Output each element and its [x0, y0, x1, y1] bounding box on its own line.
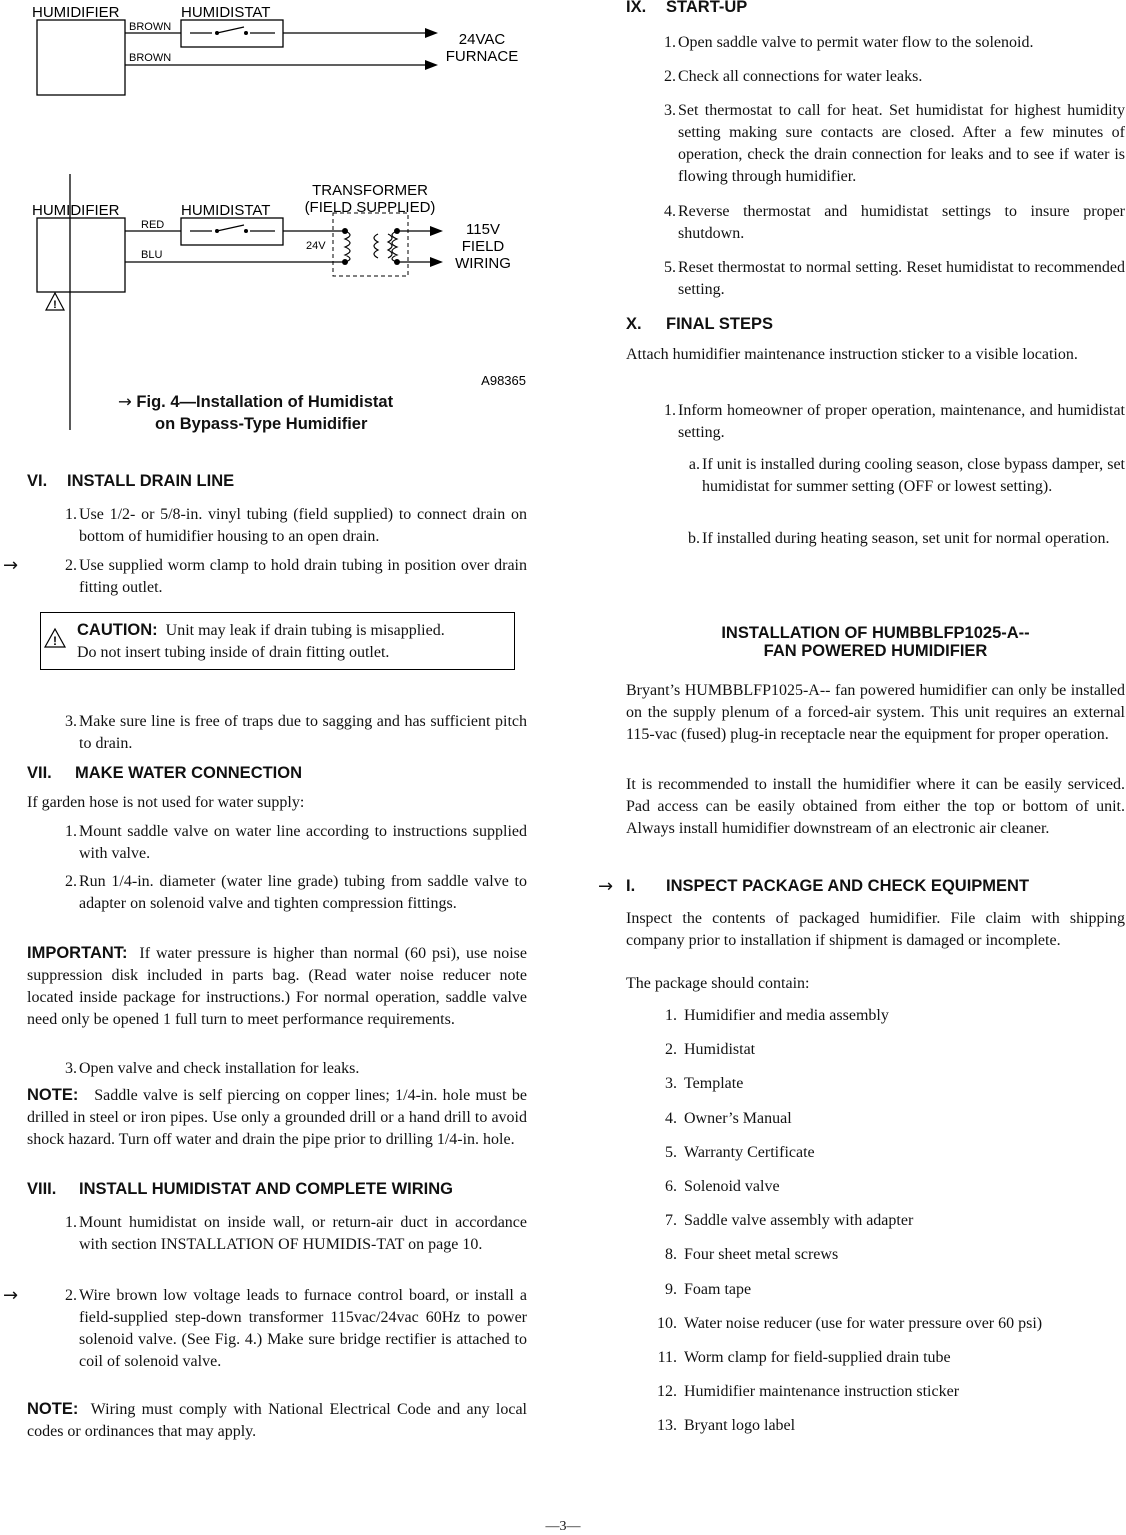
- page-number: —3—: [545, 1519, 581, 1534]
- d2-transformer-l2: (FIELD SUPPLIED): [304, 199, 436, 216]
- paragraph: Bryant’s HUMBBLFP1025-A-- fan powered humidifier can only be installed on the supply plenum of a forced-air system. This unit requires an external 115-vac (fused) plug-in receptacle near the equipment for proper operation.: [626, 682, 1125, 743]
- caution-box: [40, 612, 515, 670]
- list-item: [643, 1041, 755, 1059]
- list-item: 5. Reset thermostat to normal setting. Reset humidistat to recommended setting.: [664, 259, 1125, 298]
- paragraph: Inspect the contents of packaged humidifier. File claim with shipping company prior to installation if shipment is damaged or incomplete.: [626, 910, 1125, 949]
- list-item: 3. Set thermostat to call for heat. Set humidistat for highest humidity setting making sure contacts are closed. After a few minutes of operation, check the drain connection for leaks and to see if water is flowing through humidifier.: [664, 102, 1125, 185]
- figure-caption: [118, 391, 458, 435]
- d2-wire1-label: RED: [141, 219, 165, 231]
- list-item: [643, 1349, 951, 1367]
- d2-humidistat-label: HUMIDISTAT: [181, 202, 271, 219]
- d1-humidifier-label: HUMIDIFIER: [32, 4, 120, 21]
- list-item: 1. Inform homeowner of proper operation, maintenance, and humidistat setting.: [664, 402, 1125, 441]
- list-item: [643, 1144, 815, 1162]
- revision-arrow-icon: →: [3, 555, 19, 576]
- section-x-heading: [626, 315, 773, 334]
- caption-line-2: on Bypass-Type Humidifier: [155, 415, 368, 433]
- caution-line-2: Do not insert tubing inside of drain fitting outlet.: [77, 644, 390, 661]
- switch-icon: [190, 27, 275, 35]
- list-item: 2. Use supplied worm clamp to hold drain tubing in position over drain fitting outlet.: [65, 557, 527, 596]
- note-paragraph: NOTE: Saddle valve is self piercing on copper lines; 1/4-in. hole must be drilled in steel or iron pipes. Use only a grounded drill or a hand drill to avoid shock hazard. Turn off water and drain the pipe prior to drilling 1/4-in. hole.: [27, 1086, 527, 1148]
- d1-humidistat-label: HUMIDISTAT: [181, 4, 271, 21]
- list-item: 1. Mount saddle valve on water line according to instructions supplied with valve.: [65, 823, 527, 862]
- list-item-number: 5.: [665, 1143, 677, 1161]
- caution-line-1: Unit may leak if drain tubing is misapplied.: [165, 622, 445, 639]
- list-item-number: 2.: [665, 1041, 677, 1059]
- list-item-number: 4.: [665, 1109, 677, 1127]
- list-item-number: 7.: [665, 1212, 677, 1230]
- list-item: [643, 1417, 795, 1435]
- d1-wire2-label: BROWN: [129, 52, 172, 64]
- section-num: I.: [626, 877, 636, 895]
- note-label: NOTE:: [27, 1086, 79, 1104]
- section-num: IX.: [626, 0, 647, 16]
- note-paragraph: NOTE: Wiring must comply with National Electrical Code and any local codes or ordinances that may apply.: [27, 1400, 528, 1440]
- list-item-number: 11.: [657, 1349, 677, 1366]
- d1-wire1-label: BROWN: [129, 21, 172, 33]
- paragraph: The package should contain:: [626, 975, 810, 992]
- svg-text:!: !: [53, 299, 57, 311]
- caution-label: CAUTION:: [77, 621, 158, 639]
- d1-supply-l2: FURNACE: [445, 48, 519, 65]
- section-title: MAKE WATER CONNECTION: [75, 764, 303, 782]
- humidifier-box-2: [37, 218, 125, 292]
- paragraph: Attach humidifier maintenance instruction sticker to a visible location.: [626, 346, 1078, 363]
- list-item: 1. Open saddle valve to permit water flow to the solenoid.: [664, 34, 1034, 51]
- list-item: 2. Check all connections for water leaks.: [664, 68, 923, 85]
- d2-wire2-label: BLU: [141, 249, 163, 261]
- list-item-text: Bryant logo label: [684, 1417, 796, 1435]
- section-i-heading: [626, 877, 1029, 896]
- list-item: 2. Run 1/4-in. diameter (water line grade) tubing from saddle valve to adapter on solenoid valve and tighten compression fittings.: [65, 873, 527, 912]
- section-viii-heading: [27, 1180, 453, 1199]
- list-item-text: Warranty Certificate: [684, 1143, 815, 1161]
- switch-icon: [190, 225, 275, 233]
- list-item: 3. Make sure line is free of traps due to sagging and has sufficient pitch to drain.: [65, 713, 527, 752]
- section-num: X.: [626, 315, 642, 333]
- list-item-text: Solenoid valve: [684, 1178, 780, 1195]
- section-vi-heading: [27, 472, 234, 491]
- list-item-text: Template: [684, 1075, 744, 1093]
- section-title: FINAL STEPS: [666, 315, 773, 333]
- list-item: 2. Wire brown low voltage leads to furnace control board, or install a field-supplied step-down transformer 115vac/24vac 60Hz to power solenoid valve. (See Fig. 4.) Make sure bridge rectifier is attached to coil of solenoid valve.: [65, 1287, 527, 1370]
- section-title: INSTALL DRAIN LINE: [67, 472, 235, 490]
- caption-arrow: →: [118, 392, 132, 411]
- list-item-text: Four sheet metal screws: [684, 1246, 839, 1264]
- section-vii-heading: [27, 764, 302, 783]
- installation-title: INSTALLATION OF HUMBBLFP1025-A-- FAN POWERED HUMIDIFIER: [721, 624, 1030, 660]
- d2-field-l3: WIRING: [455, 255, 511, 272]
- list-item: [643, 1315, 1042, 1333]
- caption-line-1: Fig. 4—Installation of Humidistat: [136, 393, 394, 411]
- list-item: [643, 1212, 913, 1230]
- sub-list-item: a. If unit is installed during cooling season, close bypass damper, set humidistat for summer setting (OFF or lowest setting).: [688, 456, 1125, 495]
- paragraph: It is recommended to install the humidifier where it can be easily serviced. Pad access can be easily obtained from either the top or bottom of unit. Always install humidifier downstream of an electronic air cleaner.: [626, 776, 1125, 837]
- d2-voltage-label: 24V: [306, 240, 326, 252]
- list-item-number: 1.: [665, 1007, 677, 1024]
- list-item: [643, 1178, 780, 1196]
- arrow-head-icon: [430, 226, 443, 236]
- list-item-text: Foam tape: [684, 1280, 752, 1298]
- section-num: VII.: [27, 764, 52, 782]
- list-item-text: Worm clamp for field-supplied drain tube: [684, 1349, 951, 1366]
- figure-id: A98365: [481, 373, 526, 388]
- important-label: IMPORTANT:: [27, 944, 128, 962]
- list-item-text: Owner’s Manual: [684, 1109, 792, 1127]
- section-num: VIII.: [27, 1180, 57, 1198]
- list-item: [643, 1075, 743, 1093]
- sub-list-item: b. If installed during heating season, set unit for normal operation.: [688, 530, 1110, 547]
- d2-field-l2: FIELD: [461, 238, 505, 255]
- fig4-diagram: [0, 0, 560, 440]
- list-item: 4. Reverse thermostat and humidistat settings to insure proper shutdown.: [664, 203, 1125, 242]
- section-title: INSPECT PACKAGE AND CHECK EQUIPMENT: [666, 877, 1030, 895]
- list-item-number: 13.: [657, 1417, 677, 1435]
- list-item: [643, 1281, 751, 1299]
- list-item-text: Humidifier and media assembly: [684, 1007, 889, 1024]
- section-title: INSTALL HUMIDISTAT AND COMPLETE WIRING: [79, 1180, 453, 1198]
- revision-arrow-icon: →: [598, 876, 614, 897]
- d2-transformer-l1: TRANSFORMER: [312, 182, 428, 199]
- section-ix-heading: [626, 0, 747, 17]
- list-item-number: 8.: [665, 1246, 677, 1264]
- list-item-text: Humidifier maintenance instruction sticker: [684, 1383, 960, 1401]
- list-item: 3. Open valve and check installation for leaks.: [65, 1060, 360, 1077]
- arrow-head-icon: [425, 28, 438, 38]
- important-paragraph: IMPORTANT: If water pressure is higher than normal (60 psi), use noise suppression disk included in parts bag. (Read water noise reducer note located inside package for instructions.) For normal operation, saddle valve need only be opened 1 full turn to meet performance requirements.: [27, 944, 528, 1028]
- list-item-text: Saddle valve assembly with adapter: [684, 1212, 914, 1230]
- warning-triangle-icon: [43, 627, 67, 649]
- list-item: [643, 1246, 838, 1264]
- list-item-text: Humidistat: [684, 1041, 756, 1059]
- list-item: [643, 1007, 889, 1025]
- transformer-icon: [333, 213, 408, 276]
- svg-text:!: !: [53, 634, 57, 648]
- revision-arrow-icon: →: [3, 1285, 19, 1306]
- list-item-number: 6.: [665, 1178, 677, 1195]
- list-item-number: 10.: [657, 1314, 677, 1332]
- arrow-head-icon: [425, 60, 438, 70]
- list-item: 1. Mount humidistat on inside wall, or return-air duct in accordance with section INSTALLATION OF HUMIDIS-TAT on page 10.: [65, 1214, 527, 1253]
- list-item-number: 12.: [657, 1383, 677, 1401]
- paragraph: If garden hose is not used for water supply:: [27, 794, 305, 811]
- d2-field-l1: 115V: [466, 221, 500, 238]
- note-label: NOTE:: [27, 1400, 79, 1418]
- humidifier-box-1: [37, 20, 125, 95]
- section-title: START-UP: [666, 0, 748, 16]
- section-num: VI.: [27, 472, 48, 490]
- list-item: [643, 1110, 792, 1128]
- arrow-head-icon: [430, 257, 443, 267]
- d1-supply-l1: 24VAC: [458, 31, 506, 48]
- list-item: 1. Use 1/2- or 5/8-in. vinyl tubing (field supplied) to connect drain on bottom of humidifier housing to an open drain.: [65, 506, 527, 545]
- list-item: [643, 1383, 959, 1401]
- list-item-text: Water noise reducer (use for water pressure over 60 psi): [684, 1314, 1043, 1332]
- list-item-number: 9.: [665, 1280, 677, 1298]
- list-item-number: 3.: [665, 1075, 677, 1093]
- d2-humidifier-label: HUMIDIFIER: [32, 202, 120, 219]
- warning-triangle-icon: [46, 293, 64, 311]
